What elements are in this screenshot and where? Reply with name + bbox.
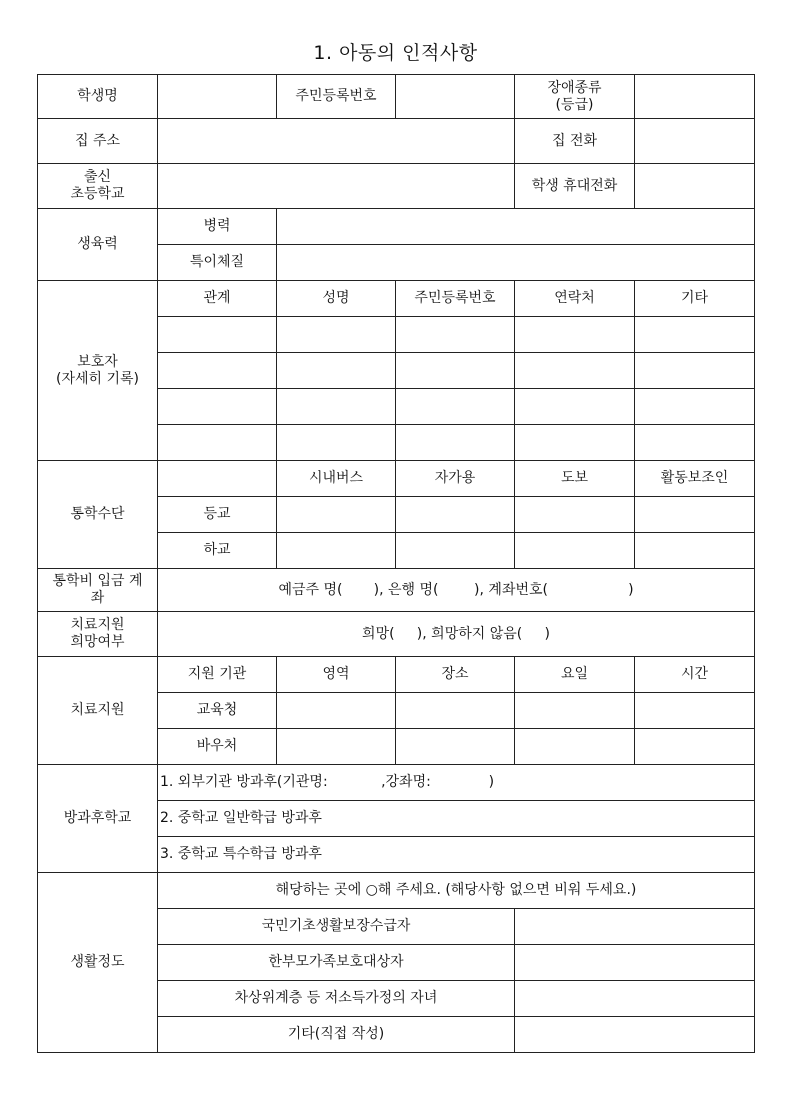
therapy-wish-field[interactable]: 희망( ), 희망하지 않음( ) (158, 612, 755, 657)
header-private-car: 자가용 (396, 461, 515, 497)
therapy-cell[interactable] (515, 693, 635, 729)
header-walking: 도보 (515, 461, 635, 497)
living-check-cell[interactable] (515, 909, 755, 945)
label-disability-type (515, 75, 635, 119)
label-guardian-line2: (자세히 기록) (56, 370, 139, 387)
label-living: 생활정도 (38, 873, 158, 1053)
after-school-option-2[interactable]: 2. 중학교 일반학급 방과후 (158, 801, 755, 837)
label-home-phone: 집 전화 (515, 119, 635, 164)
therapy-cell[interactable] (515, 729, 635, 765)
guardian-cell[interactable] (277, 389, 396, 425)
therapy-cell[interactable] (396, 693, 515, 729)
header-assistant: 활동보조인 (635, 461, 755, 497)
label-after-school: 방과후학교 (38, 765, 158, 873)
header-time: 시간 (635, 657, 755, 693)
student-name-field[interactable] (158, 75, 277, 119)
living-check-cell[interactable] (515, 945, 755, 981)
after-school-option-1[interactable]: 1. 외부기관 방과후(기관명: ,강좌명: ) (158, 765, 755, 801)
commute-cell[interactable] (635, 497, 755, 533)
page-title: 1. 아동의 인적사항 (313, 42, 478, 64)
resident-number-field[interactable] (396, 75, 515, 119)
label-disability-type-line1: 장애종류 (547, 79, 602, 96)
living-option-single-parent: 한부모가족보호대상자 (158, 945, 515, 981)
header-place: 장소 (396, 657, 515, 693)
commute-cell[interactable] (396, 533, 515, 569)
row-therapy-header (38, 657, 755, 693)
label-guardian-line1: 보호자 (77, 353, 118, 370)
commute-cell[interactable] (277, 497, 396, 533)
label-school-line2: 초등학교 (70, 186, 125, 202)
school-field[interactable] (158, 164, 515, 209)
label-account-line1: 통학비 입금 계 (52, 573, 143, 589)
therapy-cell[interactable] (635, 729, 755, 765)
guardian-cell[interactable] (515, 317, 635, 353)
row-school (38, 164, 755, 209)
medical-field[interactable] (277, 209, 755, 245)
home-phone-field[interactable] (635, 119, 755, 164)
label-resident-number: 주민등록번호 (277, 75, 396, 119)
label-commute: 통학수단 (38, 461, 158, 569)
row-student (38, 75, 755, 119)
therapy-cell[interactable] (277, 729, 396, 765)
guardian-cell[interactable] (515, 389, 635, 425)
label-student-mobile: 학생 휴대전화 (515, 164, 635, 209)
living-option-basic-livelihood: 국민기초생활보장수급자 (158, 909, 515, 945)
therapy-cell[interactable] (635, 693, 755, 729)
guardian-cell[interactable] (277, 317, 396, 353)
label-disability-type-line2: (등급) (555, 96, 594, 113)
label-therapy: 치료지원 (38, 657, 158, 765)
personal-info-table (37, 74, 755, 1053)
therapy-cell[interactable] (396, 729, 515, 765)
commute-cell[interactable] (515, 497, 635, 533)
header-contact: 연락처 (515, 281, 635, 317)
guardian-cell[interactable] (635, 317, 755, 353)
living-option-low-income: 차상위계층 등 저소득가정의 자녀 (158, 981, 515, 1017)
guardian-cell[interactable] (277, 353, 396, 389)
commute-cell[interactable] (635, 533, 755, 569)
row-therapy-wish (38, 612, 755, 657)
guardian-cell[interactable] (396, 389, 515, 425)
label-history: 생육력 (38, 209, 158, 281)
label-home-address: 집 주소 (38, 119, 158, 164)
row-after-school-1 (38, 765, 755, 801)
label-student-name: 학생명 (38, 75, 158, 119)
commute-cell[interactable] (396, 497, 515, 533)
label-school (38, 164, 158, 209)
label-guardian (38, 281, 158, 461)
home-address-field[interactable] (158, 119, 515, 164)
account-field[interactable]: 예금주 명( ), 은행 명( ), 계좌번호( ) (158, 569, 755, 612)
living-check-cell[interactable] (515, 981, 755, 1017)
header-area: 영역 (277, 657, 396, 693)
header-city-bus: 시내버스 (277, 461, 396, 497)
label-account-line2: 좌 (90, 590, 105, 606)
label-voucher: 바우처 (158, 729, 277, 765)
label-from-school: 하교 (158, 533, 277, 569)
row-medical (38, 209, 755, 245)
guardian-cell[interactable] (158, 425, 277, 461)
guardian-cell[interactable] (396, 353, 515, 389)
commute-corner-cell (158, 461, 277, 497)
student-mobile-field[interactable] (635, 164, 755, 209)
therapy-cell[interactable] (277, 693, 396, 729)
header-name: 성명 (277, 281, 396, 317)
row-guardian-header (38, 281, 755, 317)
living-instruction: 해당하는 곳에 ○해 주세요. (해당사항 없으면 비워 두세요.) (158, 873, 755, 909)
row-account (38, 569, 755, 612)
row-living-instruction (38, 873, 755, 909)
guardian-cell[interactable] (158, 353, 277, 389)
header-etc: 기타 (635, 281, 755, 317)
label-medical: 병력 (158, 209, 277, 245)
guardian-cell[interactable] (396, 425, 515, 461)
commute-cell[interactable] (515, 533, 635, 569)
guardian-cell[interactable] (635, 353, 755, 389)
disability-type-field[interactable] (635, 75, 755, 119)
guardian-cell[interactable] (515, 353, 635, 389)
after-school-option-3[interactable]: 3. 중학교 특수학급 방과후 (158, 837, 755, 873)
label-constitution: 특이체질 (158, 245, 277, 281)
row-address (38, 119, 755, 164)
guardian-cell[interactable] (158, 317, 277, 353)
guardian-cell[interactable] (515, 425, 635, 461)
guardian-cell[interactable] (396, 317, 515, 353)
commute-cell[interactable] (277, 533, 396, 569)
header-day: 요일 (515, 657, 635, 693)
guardian-cell[interactable] (635, 389, 755, 425)
label-therapy-wish-line2: 희망여부 (70, 634, 125, 650)
constitution-field[interactable] (277, 245, 755, 281)
header-relation: 관계 (158, 281, 277, 317)
living-option-other: 기타(직접 작성) (158, 1017, 515, 1053)
label-therapy-wish (38, 612, 158, 657)
label-therapy-wish-line1: 치료지원 (70, 617, 125, 633)
label-account (38, 569, 158, 612)
row-commute-header (38, 461, 755, 497)
label-to-school: 등교 (158, 497, 277, 533)
guardian-cell[interactable] (277, 425, 396, 461)
header-resident-number: 주민등록번호 (396, 281, 515, 317)
label-school-line1: 출신 (83, 169, 112, 185)
guardian-cell[interactable] (158, 389, 277, 425)
living-check-cell[interactable] (515, 1017, 755, 1053)
guardian-cell[interactable] (635, 425, 755, 461)
header-support-agency: 지원 기관 (158, 657, 277, 693)
label-education-office: 교육청 (158, 693, 277, 729)
